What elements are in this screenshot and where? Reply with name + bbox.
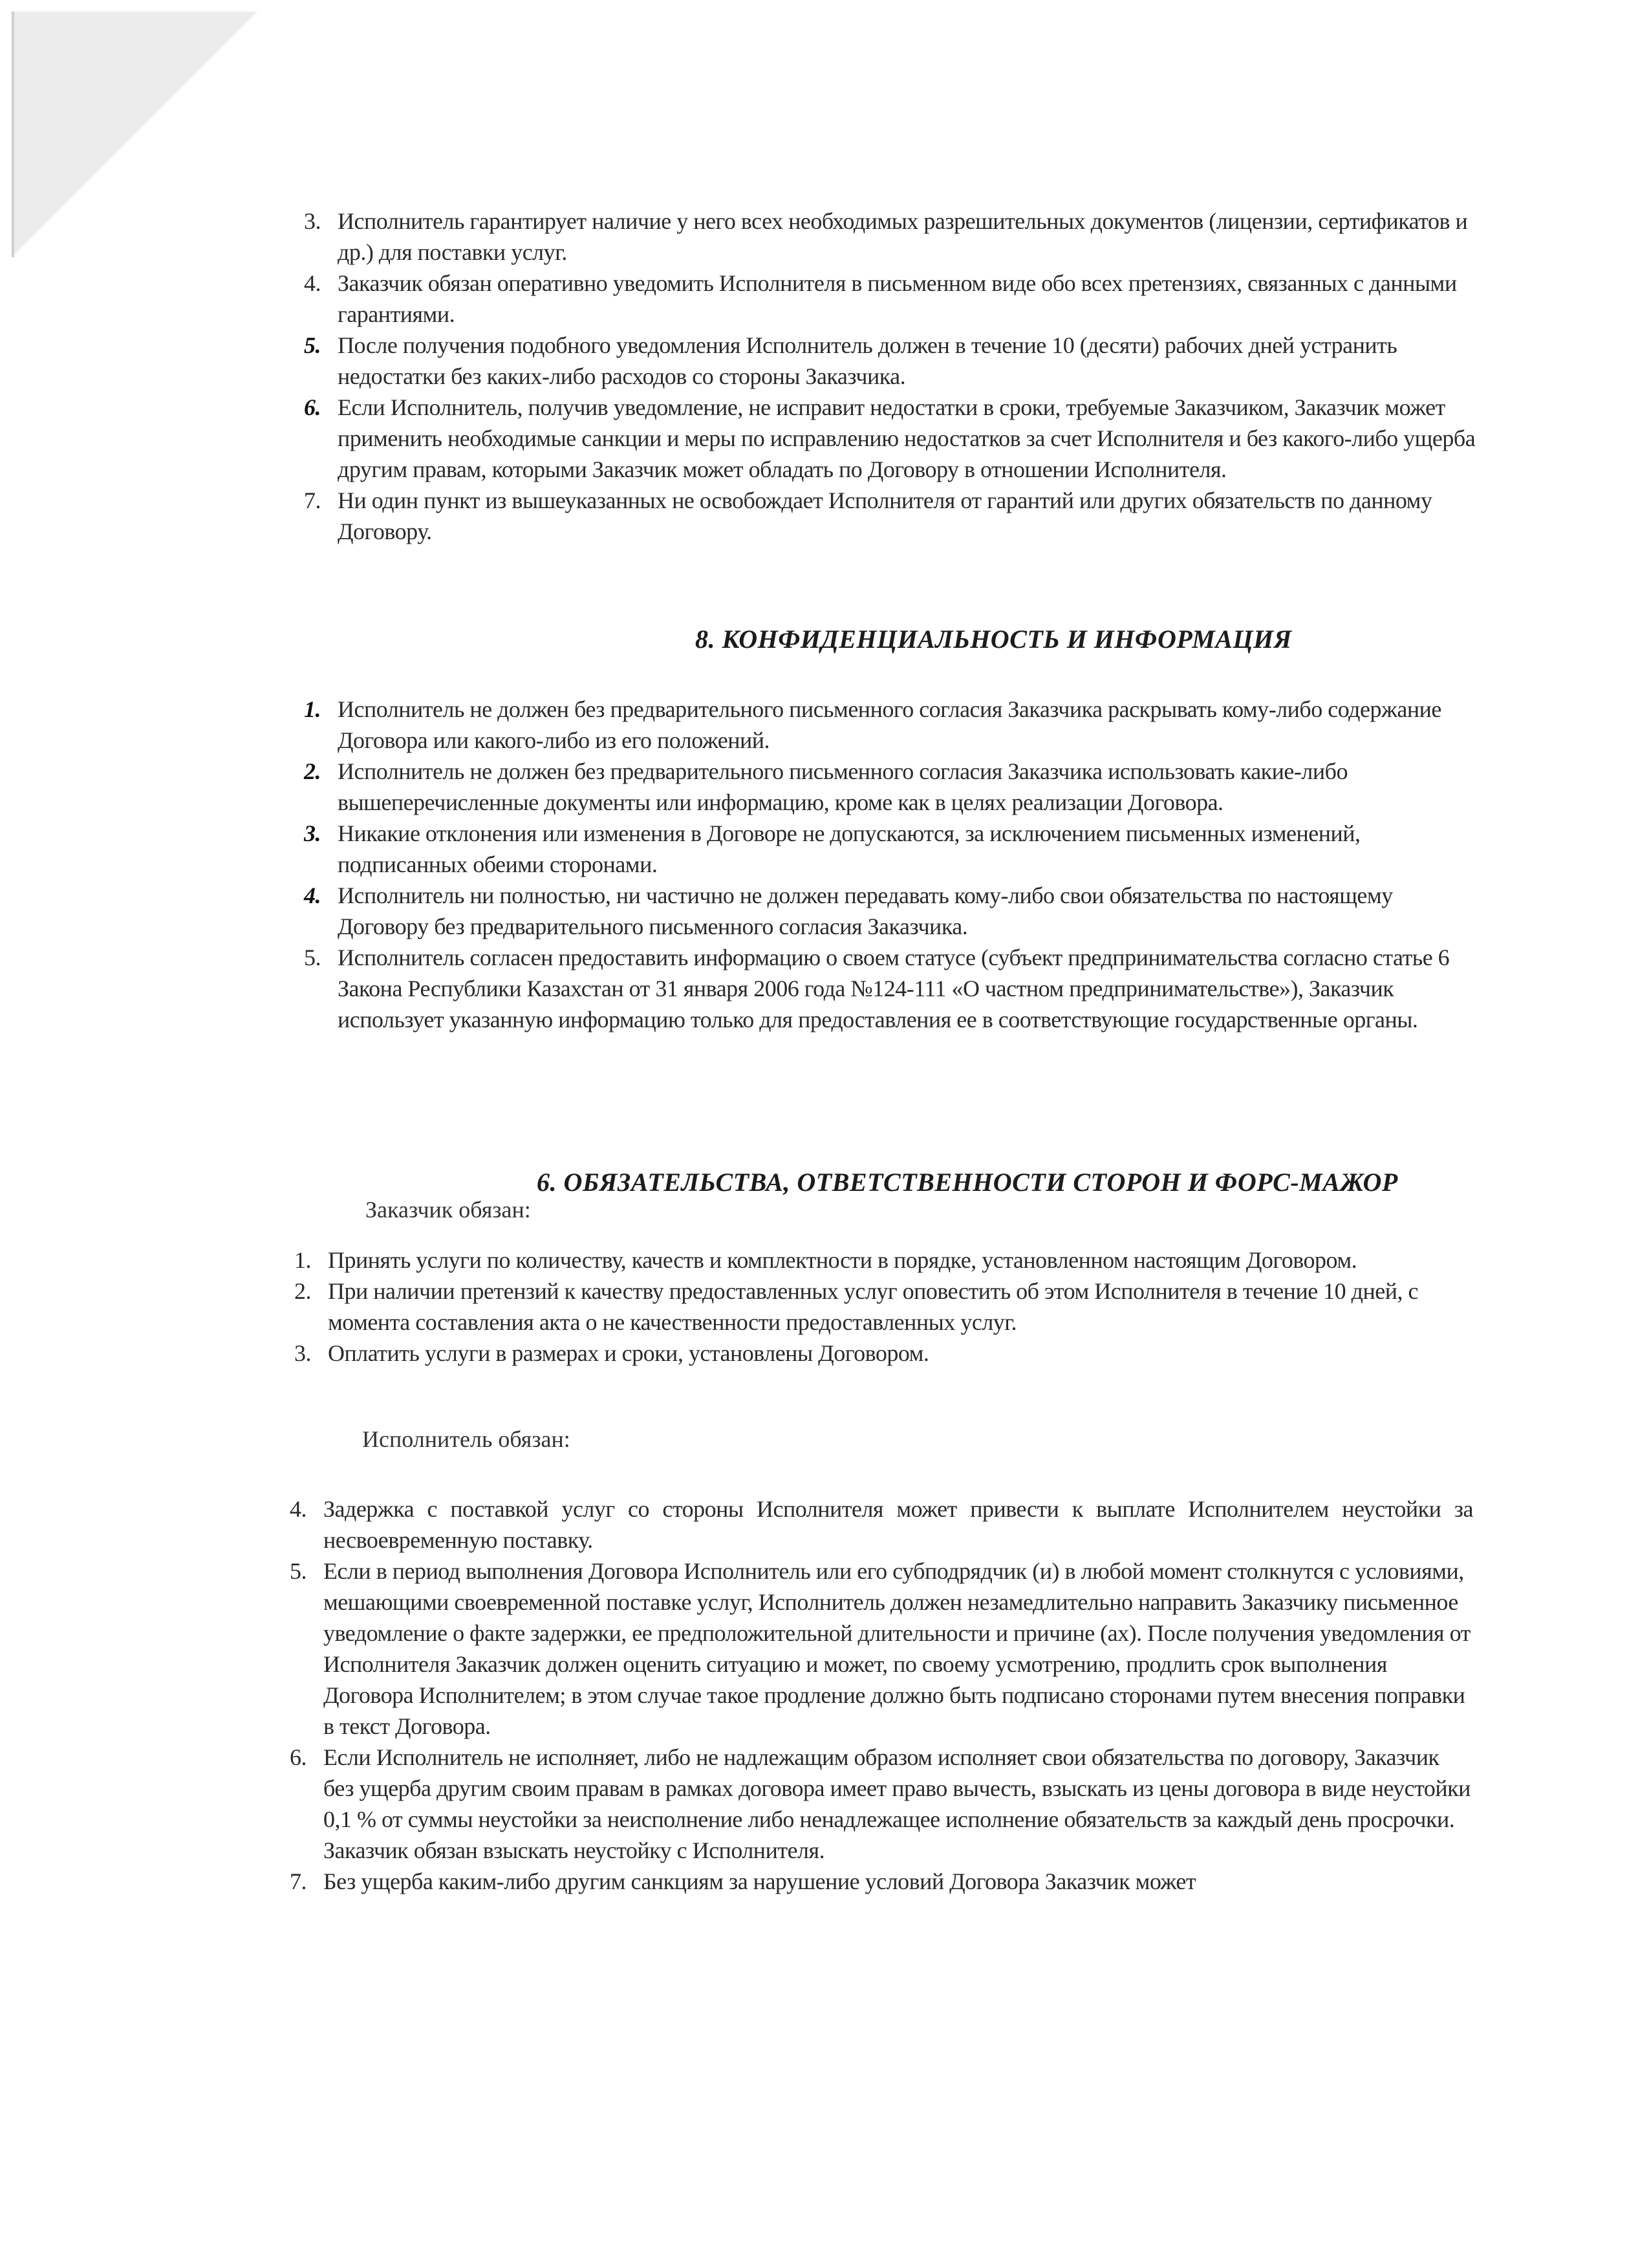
customer-obligations-list — [294, 1245, 1471, 1369]
item-text: Исполнитель согласен предоставить информацию о своем статусе (субъект предпринимательства согласно статье 6 Закона Республики Казахстан от 31 января 2006 года №124-111 «О частном предпринимательстве»), Заказчик использует указанную информацию только для предоставления ее в соответствующие государственные органы. — [338, 945, 1450, 1032]
list-item — [304, 206, 1487, 268]
list-item — [290, 1493, 1473, 1556]
item-number: 6. — [304, 394, 321, 420]
list-item — [304, 756, 1487, 818]
item-number: 2. — [294, 1278, 311, 1304]
page-edge — [12, 12, 14, 257]
section-heading-obligations: 6. ОБЯЗАТЕЛЬСТВА, ОТВЕТСТВЕННОСТИ СТОРОН И ФОРС-МАЖОР — [537, 1168, 1398, 1197]
section-heading-confidentiality: 8. КОНФИДЕНЦИАЛЬНОСТЬ И ИНФОРМАЦИЯ — [695, 625, 1292, 654]
item-number: 7. — [304, 487, 321, 513]
item-number: 2. — [304, 758, 321, 784]
list-item — [304, 880, 1487, 942]
item-number: 4. — [304, 883, 321, 908]
page-fold-shadow — [12, 12, 257, 257]
item-text: Если Исполнитель, получив уведомление, не исправит недостатки в сроки, требуемые Заказчиком, Заказчик может применить необходимые санкции и меры по исправлению недостатков за счет Исполнителя и без какого-либо ущерба другим правам, которыми Заказчик может обладать по Договору в отношении Исполнителя. — [338, 394, 1476, 482]
item-number: 5. — [304, 945, 321, 970]
item-number: 7. — [290, 1868, 307, 1894]
list-item — [294, 1338, 1471, 1369]
list-item — [290, 1866, 1473, 1897]
list-item — [304, 694, 1487, 756]
item-text: Заказчик обязан оперативно уведомить Исполнителя в письменном виде обо всех претензиях, связанных с данными гарантиями. — [338, 270, 1457, 327]
list-item — [304, 942, 1487, 1035]
list-item — [304, 818, 1487, 880]
item-number: 3. — [304, 820, 321, 846]
item-text: После получения подобного уведомления Исполнитель должен в течение 10 (десяти) рабочих дней устранить недостатки без каких-либо расходов со стороны Заказчика. — [338, 332, 1397, 389]
item-text: Ни один пункт из вышеуказанных не освобождает Исполнителя от гарантий или других обязательств по данному Договору. — [338, 487, 1432, 544]
item-text: При наличии претензий к качеству предоставленных услуг оповестить об этом Исполнителя в течение 10 дней, с момента составления акта о не качественности предоставленных услуг. — [328, 1278, 1418, 1335]
item-text: Исполнитель не должен без предварительного письменного согласия Заказчика раскрывать кому-либо содержание Договора или какого-либо из его положений. — [338, 696, 1441, 753]
item-text: Без ущерба каким-либо другим санкциям за нарушение условий Договора Заказчик может — [323, 1868, 1196, 1894]
list-item — [294, 1276, 1471, 1338]
warranty-list — [304, 206, 1487, 547]
item-number: 4. — [304, 270, 321, 296]
item-number: 3. — [294, 1340, 311, 1366]
item-number: 4. — [290, 1496, 307, 1522]
item-number: 3. — [304, 208, 321, 234]
contractor-obligations-label: Исполнитель обязан: — [362, 1426, 570, 1452]
list-item — [290, 1742, 1473, 1866]
item-number: 5. — [304, 332, 321, 358]
customer-obligations-label: Заказчик обязан: — [365, 1197, 531, 1223]
item-text: Если Исполнитель не исполняет, либо не надлежащим образом исполняет свои обязательства по договору, Заказчик без ущерба другим своим правам в рамках договора имеет право вычесть, взыскать из цены договора в виде неустойки 0,1 % от суммы неустойки за неисполнение либо ненадлежащее исполнение обязательств за каждый день просрочки. Заказчик обязан взыскать неустойку с Исполнителя. — [323, 1744, 1471, 1863]
item-number: 5. — [290, 1558, 307, 1584]
confidentiality-list — [304, 694, 1487, 1035]
item-number: 6. — [290, 1744, 307, 1770]
item-text: Если в период выполнения Договора Исполнитель или его субподрядчик (и) в любой момент столкнутся с условиями, мешающими своевременной поставке услуг, Исполнитель должен незамедлительно направить Заказчику письменное уведомление о факте задержки, ее предположительной длительности и причине (ах). После получения уведомления от Исполнителя Заказчик должен оценить ситуацию и может, по своему усмотрению, продлить срок выполнения Договора Исполнителем; в этом случае такое продление должно быть подписано сторонами путем внесения поправки в текст Договора. — [323, 1558, 1471, 1739]
item-text: Никакие отклонения или изменения в Договоре не допускаются, за исключением письменных изменений, подписанных обеими сторонами. — [338, 820, 1361, 877]
list-item — [290, 1556, 1473, 1742]
item-text: Задержка с поставкой услуг со стороны Исполнителя может привести к выплате Исполнителем неустойки за несвоевременную поставку. — [323, 1496, 1473, 1553]
contractor-obligations-list — [290, 1493, 1473, 1897]
item-number: 1. — [294, 1247, 311, 1273]
item-number: 1. — [304, 696, 321, 722]
item-text: Исполнитель гарантирует наличие у него всех необходимых разрешительных документов (лицензии, сертификатов и др.) для поставки услуг. — [338, 208, 1468, 265]
item-text: Исполнитель не должен без предварительного письменного согласия Заказчика использовать какие-либо вышеперечисленные документы или информацию, кроме как в целях реализации Договора. — [338, 758, 1348, 815]
list-item — [304, 330, 1487, 392]
list-item — [304, 392, 1487, 485]
item-text: Оплатить услуги в размерах и сроки, установлены Договором. — [328, 1340, 929, 1366]
list-item — [304, 268, 1487, 330]
item-text: Исполнитель ни полностью, ни частично не должен передавать кому-либо свои обязательства по настоящему Договору без предварительного письменного согласия Заказчика. — [338, 883, 1393, 939]
list-item — [294, 1245, 1471, 1276]
list-item — [304, 485, 1487, 547]
item-text: Принять услуги по количеству, качеств и комплектности в порядке, установленном настоящим Договором. — [328, 1247, 1357, 1273]
